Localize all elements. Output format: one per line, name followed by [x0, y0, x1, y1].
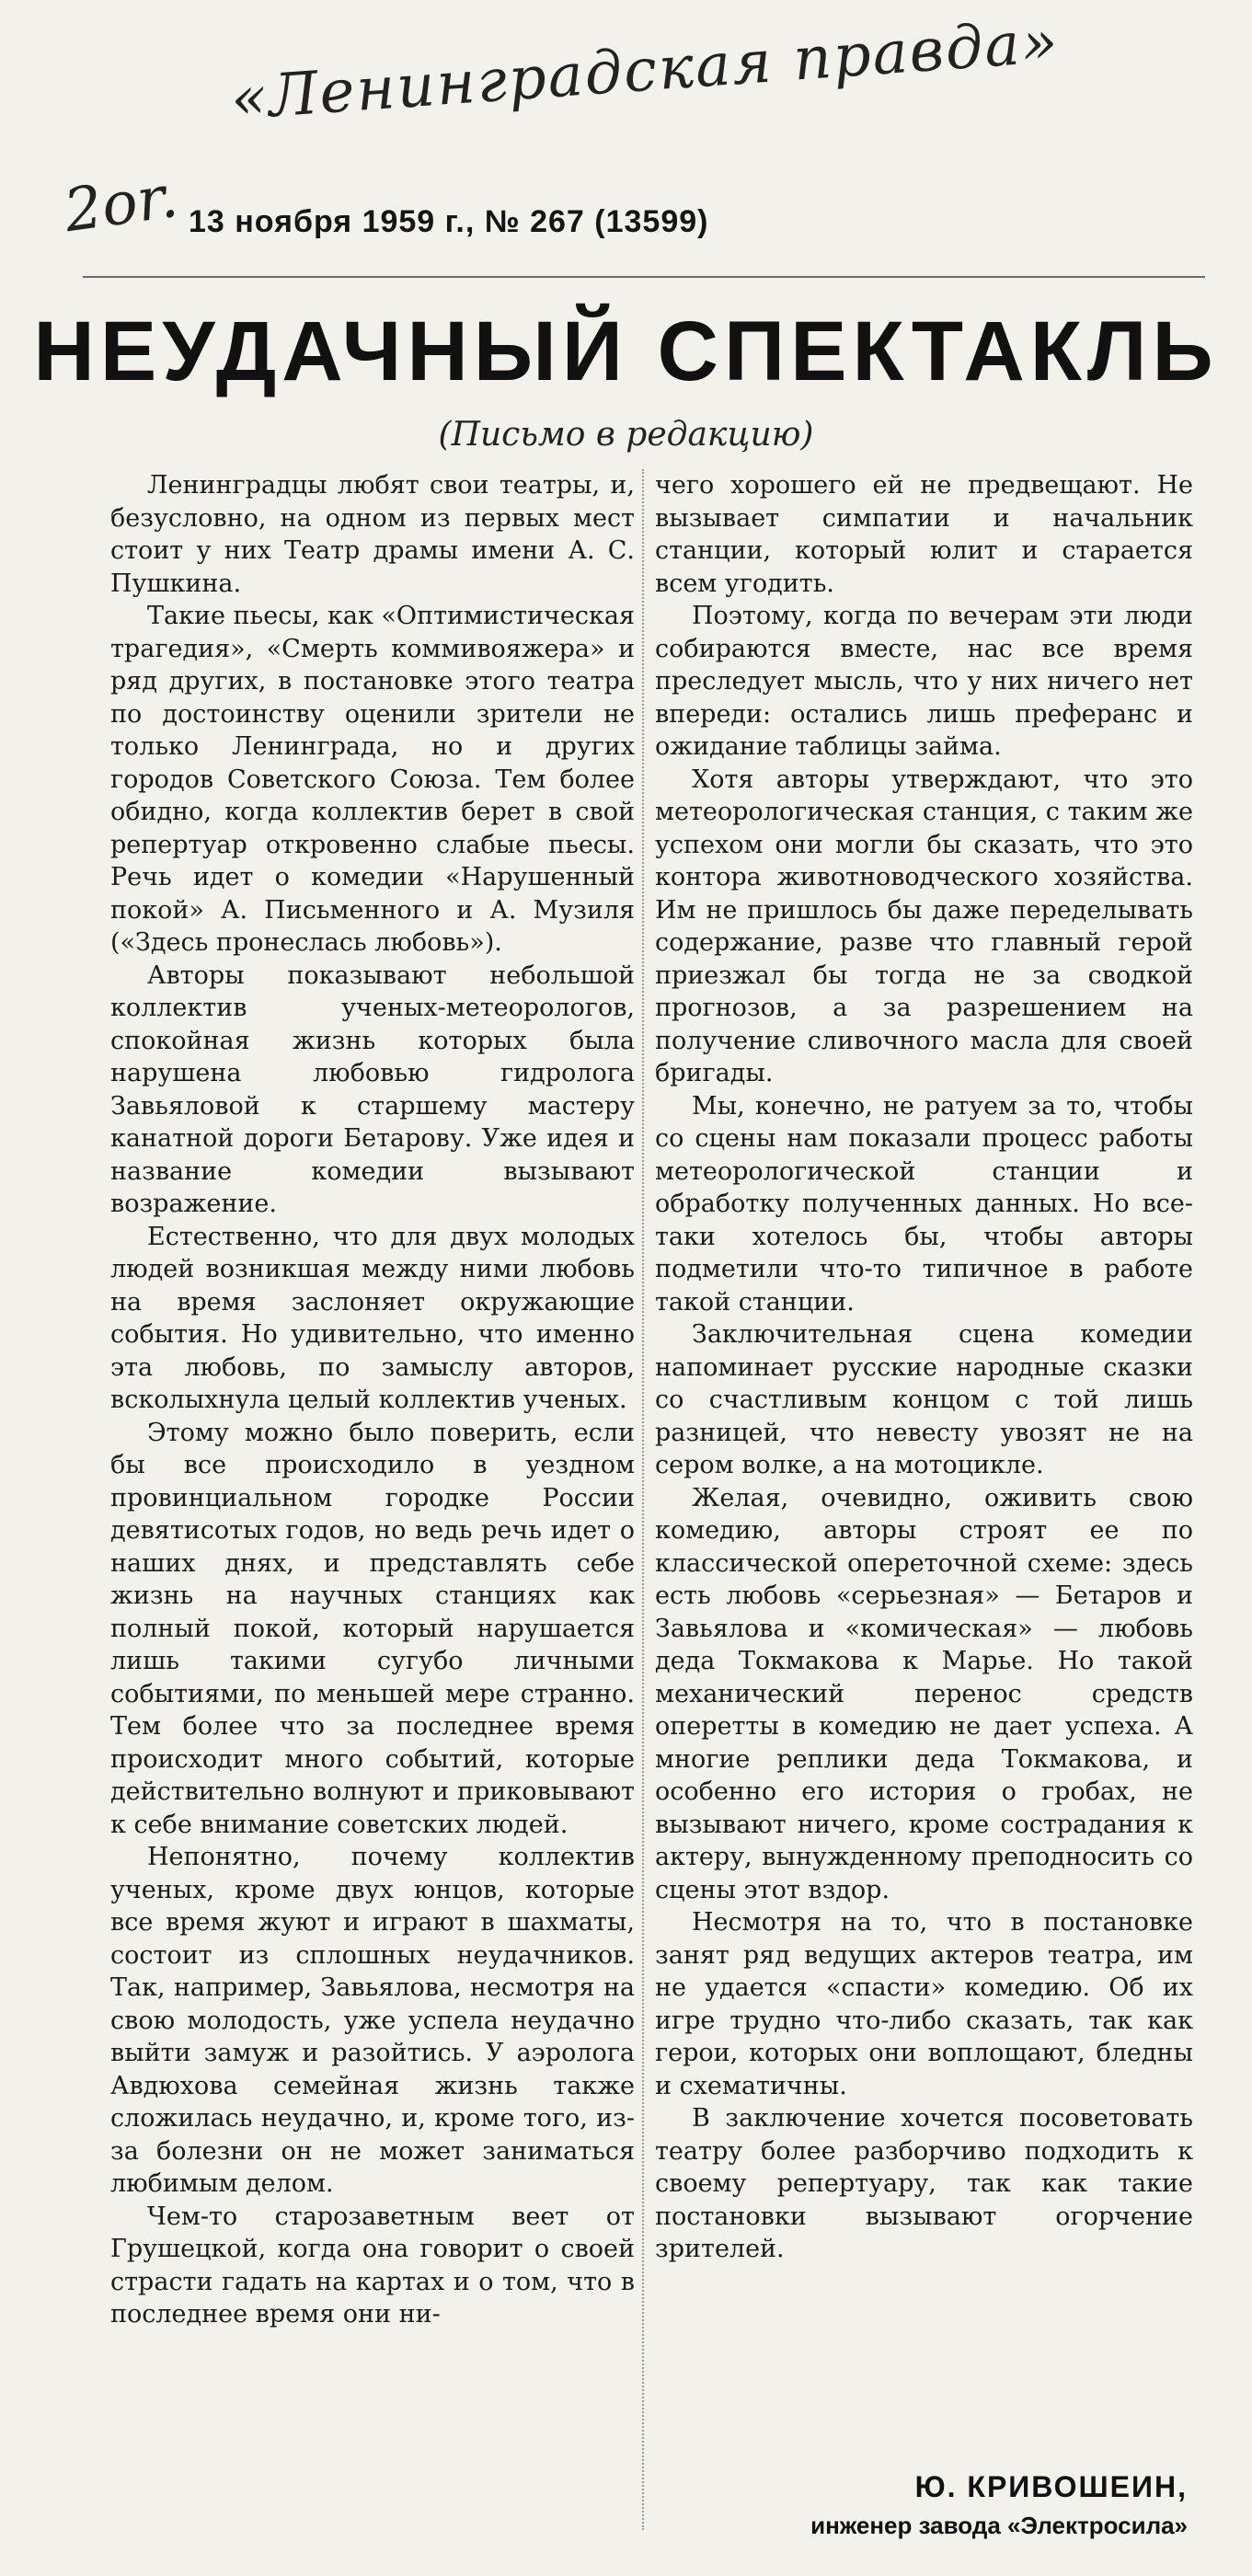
handwritten-mark: 2or. [60, 162, 182, 247]
paragraph: В заключение хочется посоветовать театру более разборчиво подходить к своему репертуару, так как такие постановки вызывают огорчение зрителей. [655, 2104, 1193, 2263]
header-rule [83, 276, 1205, 278]
paragraph: Хотя авторы утверждают, что это метеорологическая станция, с таким же успехом они могли бы сказать, что это контора животноводческого хозяйства. Им не пришлось бы даже переделывать содержание, разве что главный герой приезжал бы тогда не за сводкой прогнозов, а за разрешением на получение сливочного масла для своей бригады. [655, 765, 1193, 1087]
paragraph: Такие пьесы, как «Оптимистическая трагедия», «Смерть коммивояжера» и ряд других, в постановке этого театра по достоинству оценили зрители не только Ленинграда, но и других городов Советского Союза. Тем более обидно, когда коллектив берет в свой репертуар откровенно слабые пьесы. Речь идет о комедии «Нарушенный покой» А. Письменного и А. Музиля («Здесь пронеслась любовь»). [110, 602, 636, 957]
paragraph: чего хорошего ей не предвещают. Не вызывает симпатии и начальник станции, который юлит и старается всем угодить. [655, 471, 1193, 598]
paragraph: Желая, очевидно, оживить свою комедию, авторы строят ее по классической опереточной схеме: здесь есть любовь «серьезная» — Бетаров и Завьялова и «комическая» — любовь деда Токмакова к Марье. Но такой механический перенос средств оперетты в комедию не дает успеха. А многие реплики деда Токмакова, и особенно его история о гробах, не вызывают ничего, кроме сострадания к актеру, вынужденному преподносить со сцены этот вздор. [655, 1483, 1193, 1904]
paragraph: Непонятно, почему коллектив ученых, кроме двух юнцов, которые все время жуют и играют в шахматы, состоит из сплошных неудачников. Так, например, Завьялова, несмотря на свою молодость, уже успела неудачно выйти замуж и разойтись. У аэролога Авдюхова семейная жизнь также сложилась неудачно, и, кроме того, из-за болезни он не может заниматься любимым делом. [110, 1843, 635, 2198]
left-column [110, 469, 635, 2331]
paragraph: Чем-то старозаветным веет от Грушецкой, когда она говорит о своей страсти гадать на картах и о том, что в последнее время они ни- [110, 2202, 635, 2329]
right-column [655, 469, 1193, 2266]
author-role: инженер завода «Электросила» [810, 2512, 1188, 2539]
signature-block [810, 2470, 1188, 2540]
paragraph: Этому можно было поверить, если бы все происходило в уездном провинциальном городке России девятисотых годов, но ведь речь идет о наших днях, и представлять себе жизнь на научных станциях как полный покой, который нарушается лишь такими сугубо личными событиями, по меньшей мере странно. Тем более что за последнее время происходит много событий, которые действительно волнуют и приковывают к себе внимание советских людей. [110, 1418, 635, 1839]
handwritten-newspaper-title: «Ленинградская правда» [228, 7, 1062, 134]
paragraph: Несмотря на то, что в постановке занят ряд ведущих актеров театра, им не удается «спасти» комедию. Об их игре трудно что-либо сказать, так как герои, которых они воплощают, бледны и схематичны. [655, 1908, 1193, 2100]
paragraph: Авторы показывают небольшой коллектив ученых-метеорологов, спокойная жизнь которых была нарушена любовью гидролога Завьяловой к старшему мастеру канатной дороги Бетарову. Уже идея и название комедии вызывают возражение. [110, 960, 635, 1218]
paragraph: Заключительная сцена комедии напоминает русские народные сказки со счастливым концом с той лишь разницей, что невесту увозят не на сером волке, а на мотоцикле. [655, 1320, 1193, 1479]
article-subtitle: (Письмо в редакцию) [438, 416, 814, 454]
dateline: 13 ноября 1959 г., № 267 (13599) [189, 204, 709, 239]
paragraph: Ленинградцы любят свои театры, и, безусловно, на одном из первых мест стоит у них Театр драмы имени А. С. Пушкина. [110, 471, 635, 598]
column-divider [642, 469, 644, 2530]
paragraph: Естественно, что для двух молодых людей возникшая между ними любовь на время заслоняет окружающие события. Но удивительно, что именно эта любовь, по замыслу авторов, всколыхнула целый коллектив ученых. [110, 1222, 635, 1414]
paragraph: Поэтому, когда по вечерам эти люди собираются вместе, нас все время преследует мысль, что у них ничего нет впереди: остались лишь преферанс и ожидание таблицы займа. [655, 602, 1193, 761]
author-name: Ю. КРИВОШЕИН, [914, 2470, 1188, 2503]
paragraph: Мы, конечно, не ратуем за то, чтобы со сцены нам показали процесс работы метеорологической станции и обработку полученных данных. Но все-таки хотелось бы, чтобы авторы подметили что-то типичное в работе такой станции. [655, 1091, 1193, 1317]
article-title: НЕУДАЧНЫЙ СПЕКТАКЛЬ [33, 305, 1219, 398]
